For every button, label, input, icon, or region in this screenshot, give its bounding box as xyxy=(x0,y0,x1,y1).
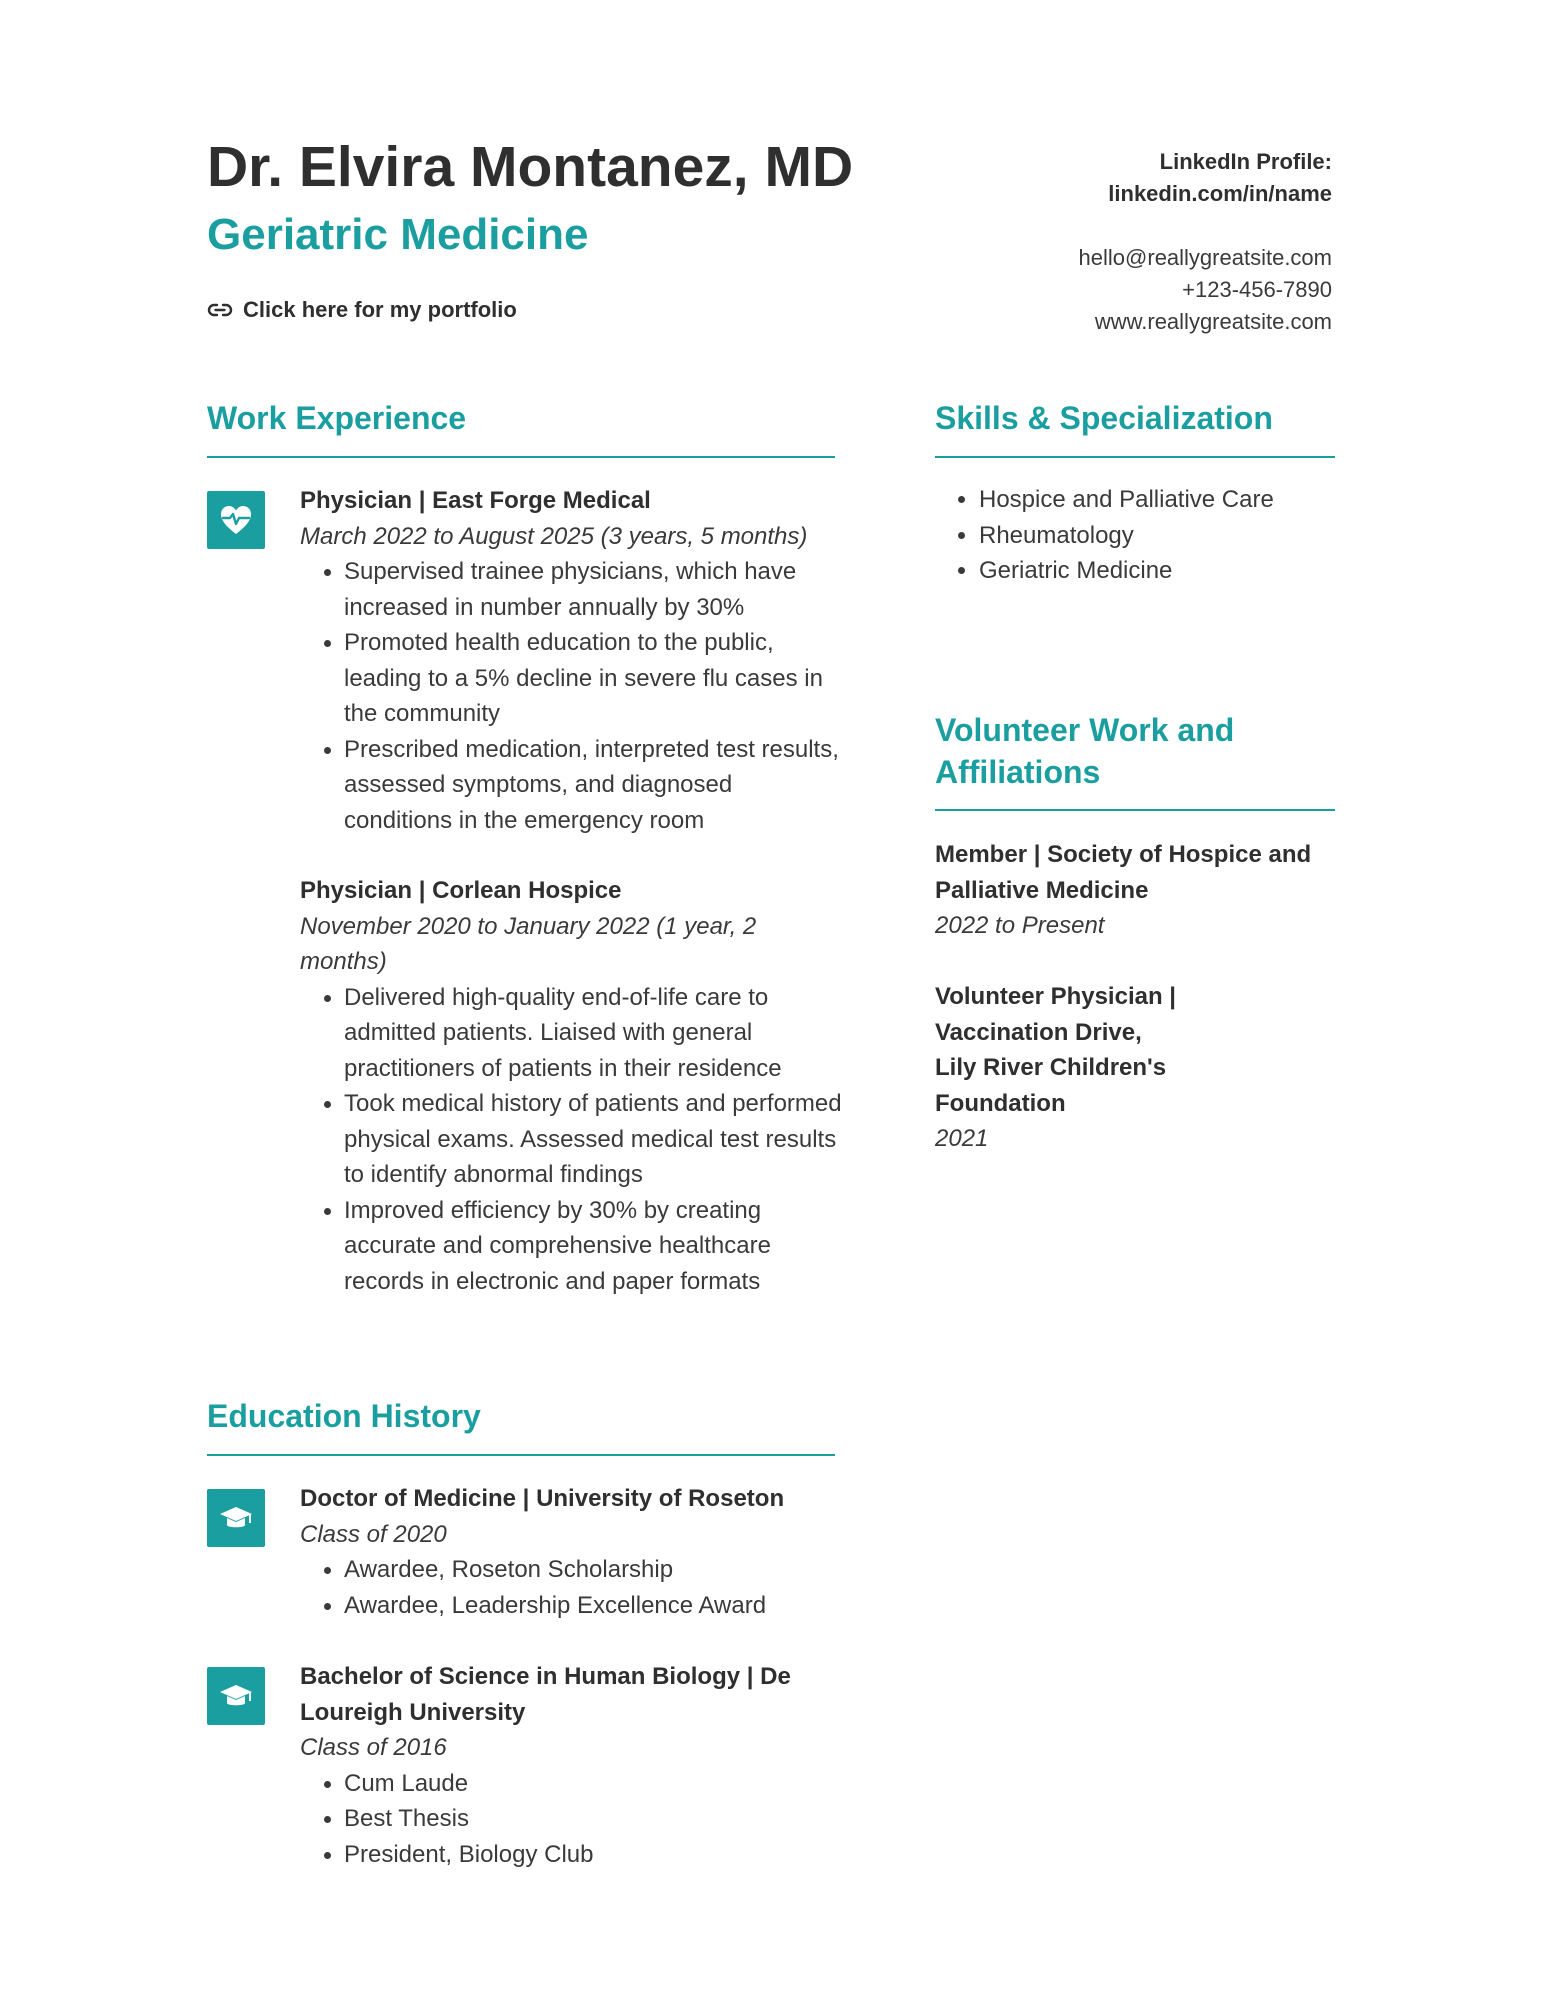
education-tile-1 xyxy=(207,1489,265,1547)
skill-item: • Hospice and Palliative Care xyxy=(979,482,1335,518)
degree-bullets xyxy=(300,1766,820,1873)
bullet-item: • Prescribed medication, interpreted test results, assessed symptoms, and diagnosed conditions in the emergency room xyxy=(344,732,845,839)
affiliation-dates: 2022 to Present xyxy=(935,912,1105,939)
degree-bullets xyxy=(300,1552,845,1623)
skill-item: • Geriatric Medicine xyxy=(979,553,1335,589)
email[interactable]: hello@reallygreatsite.com xyxy=(1078,245,1332,270)
skills-list xyxy=(935,482,1335,589)
degree-dates: Class of 2020 xyxy=(300,1520,447,1548)
bullet-item: • Took medical history of patients and performed physical exams. Assessed medical test results to identify abnormal findings xyxy=(344,1086,845,1193)
volunteer-heading: Volunteer Work and Affiliations xyxy=(935,712,1235,790)
bullet-item: • President, Biology Club xyxy=(344,1837,820,1873)
skills-heading: Skills & Specialization xyxy=(935,400,1273,436)
portfolio-link[interactable] xyxy=(207,296,517,324)
degree-dates: Class of 2016 xyxy=(300,1734,447,1761)
linkedin-url[interactable]: linkedin.com/in/name xyxy=(1108,181,1332,206)
work-tile xyxy=(207,491,265,549)
affiliation-dates: 2021 xyxy=(935,1125,989,1152)
bullet-item: • Improved efficiency by 30% by creating accurate and comprehensive healthcare records in electronic and paper formats xyxy=(344,1193,845,1300)
bullet-item: • Awardee, Roseton Scholarship xyxy=(344,1552,845,1588)
education-entry-2 xyxy=(300,1659,820,1872)
bullet-item: • Delivered high-quality end-of-life care to admitted patients. Liaised with general practitioners of patients in their residence xyxy=(344,980,845,1087)
work-entry-1 xyxy=(300,483,845,838)
education-divider xyxy=(207,1454,835,1456)
job-title: Physician | Corlean Hospice xyxy=(300,877,622,904)
volunteer-divider xyxy=(935,809,1335,811)
degree-title: Doctor of Medicine | University of Roseton xyxy=(300,1485,785,1512)
job-bullets xyxy=(300,980,845,1300)
bullet-item: • Supervised trainee physicians, which have increased in number annually by 30% xyxy=(344,554,845,625)
work-entry-2 xyxy=(300,873,845,1299)
skills-divider xyxy=(935,456,1335,458)
work-divider xyxy=(207,456,835,458)
volunteer-entry-1 xyxy=(935,837,1335,944)
linkedin-label: LinkedIn Profile: xyxy=(1159,149,1332,174)
job-bullets xyxy=(300,554,845,838)
education-heading: Education History xyxy=(207,1398,481,1434)
bullet-item: • Awardee, Leadership Excellence Award xyxy=(344,1588,845,1624)
volunteer-entry-2 xyxy=(935,979,1325,1157)
specialty-title: Geriatric Medicine xyxy=(207,210,589,259)
job-title: Physician | East Forge Medical xyxy=(300,487,651,514)
job-dates: March 2022 to August 2025 (3 years, 5 months) xyxy=(300,522,808,550)
bullet-item: • Cum Laude xyxy=(344,1766,820,1802)
link-icon xyxy=(207,302,233,318)
skill-item: • Rheumatology xyxy=(979,518,1335,554)
portfolio-link-label: Click here for my portfolio xyxy=(243,297,517,322)
work-experience-heading: Work Experience xyxy=(207,400,467,436)
affiliation-title: Volunteer Physician | Vaccination Drive, Lily River Children's Foundation xyxy=(935,983,1177,1117)
graduation-cap-icon xyxy=(217,1499,255,1537)
degree-title: Bachelor of Science in Human Biology | De Loureigh University xyxy=(300,1663,791,1726)
website[interactable]: www.reallygreatsite.com xyxy=(1094,309,1332,334)
heart-pulse-icon xyxy=(217,501,255,539)
person-name: Dr. Elvira Montanez, MD xyxy=(207,135,854,199)
graduation-cap-icon xyxy=(217,1677,255,1715)
contact-block xyxy=(912,146,1332,338)
education-entry-1 xyxy=(300,1481,845,1623)
phone[interactable]: +123-456-7890 xyxy=(1182,277,1332,302)
bullet-item: • Best Thesis xyxy=(344,1801,820,1837)
job-dates: November 2020 to January 2022 (1 year, 2 months) xyxy=(300,912,757,975)
affiliation-title: Member | Society of Hospice and Palliative Medicine xyxy=(935,841,1312,904)
bullet-item: • Promoted health education to the public, leading to a 5% decline in severe flu cases in the community xyxy=(344,625,845,732)
education-tile-2 xyxy=(207,1667,265,1725)
